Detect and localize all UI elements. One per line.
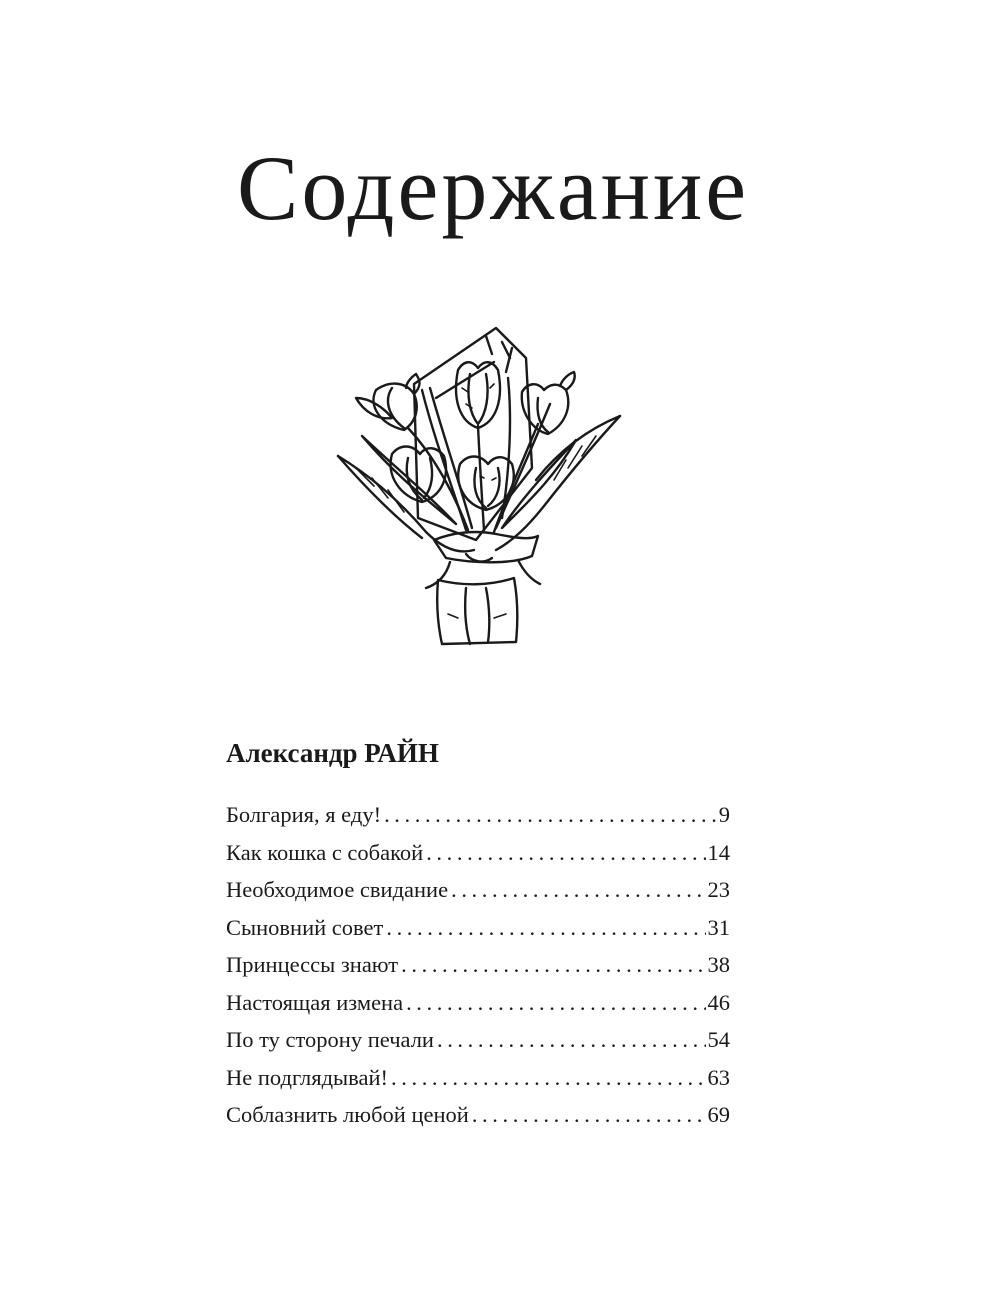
toc-entry-page: 69 — [707, 1102, 730, 1127]
dot-leader — [472, 1096, 706, 1134]
toc-entry-title: Не подглядывай! — [226, 1064, 389, 1090]
dot-leader — [391, 1059, 705, 1097]
toc-entry-page: 23 — [707, 877, 730, 902]
dot-leader — [386, 909, 705, 947]
toc-entry[interactable] — [226, 871, 730, 909]
toc-entry[interactable] — [226, 1059, 730, 1097]
toc-entry[interactable] — [226, 796, 730, 834]
dot-leader — [437, 1021, 706, 1059]
toc-entry-page: 14 — [707, 839, 730, 865]
toc-entry-page: 38 — [707, 952, 730, 977]
toc-entry-title: По ту сторону печали — [226, 1027, 434, 1052]
toc-entry-page: 54 — [707, 1027, 730, 1052]
toc-entry-title: Настоящая измена — [226, 989, 404, 1015]
toc-entry-page: 31 — [707, 914, 730, 940]
toc-entry[interactable] — [226, 984, 730, 1022]
toc-entry-title: Как кошка с собакой — [226, 839, 424, 865]
toc-entry-title: Соблазнить любой ценой — [226, 1102, 469, 1127]
toc-entry-page: 63 — [707, 1064, 730, 1090]
dot-leader — [384, 796, 717, 834]
dot-leader — [401, 946, 705, 984]
toc-entry-title: Принцессы знают — [226, 952, 399, 977]
toc-entry-title: Болгария, я еду! — [226, 802, 382, 827]
tulip-bouquet-icon — [326, 318, 636, 658]
dot-leader — [406, 984, 705, 1022]
author-name: Александр РАЙН — [226, 738, 439, 768]
toc-entry[interactable] — [226, 1021, 730, 1059]
toc-entry[interactable] — [226, 1096, 730, 1134]
page-title: Содержание — [236, 137, 750, 239]
toc-entry[interactable] — [226, 909, 730, 947]
dot-leader — [451, 871, 705, 909]
toc-entry-title: Сыновний совет — [226, 914, 384, 940]
dot-leader — [426, 834, 705, 872]
toc-entry-page: 46 — [707, 989, 730, 1015]
toc-entry[interactable] — [226, 946, 730, 984]
toc-entry[interactable] — [226, 834, 730, 872]
table-of-contents — [226, 796, 730, 1134]
toc-entry-page: 9 — [718, 802, 730, 827]
toc-entry-title: Необходимое свидание — [226, 877, 449, 902]
